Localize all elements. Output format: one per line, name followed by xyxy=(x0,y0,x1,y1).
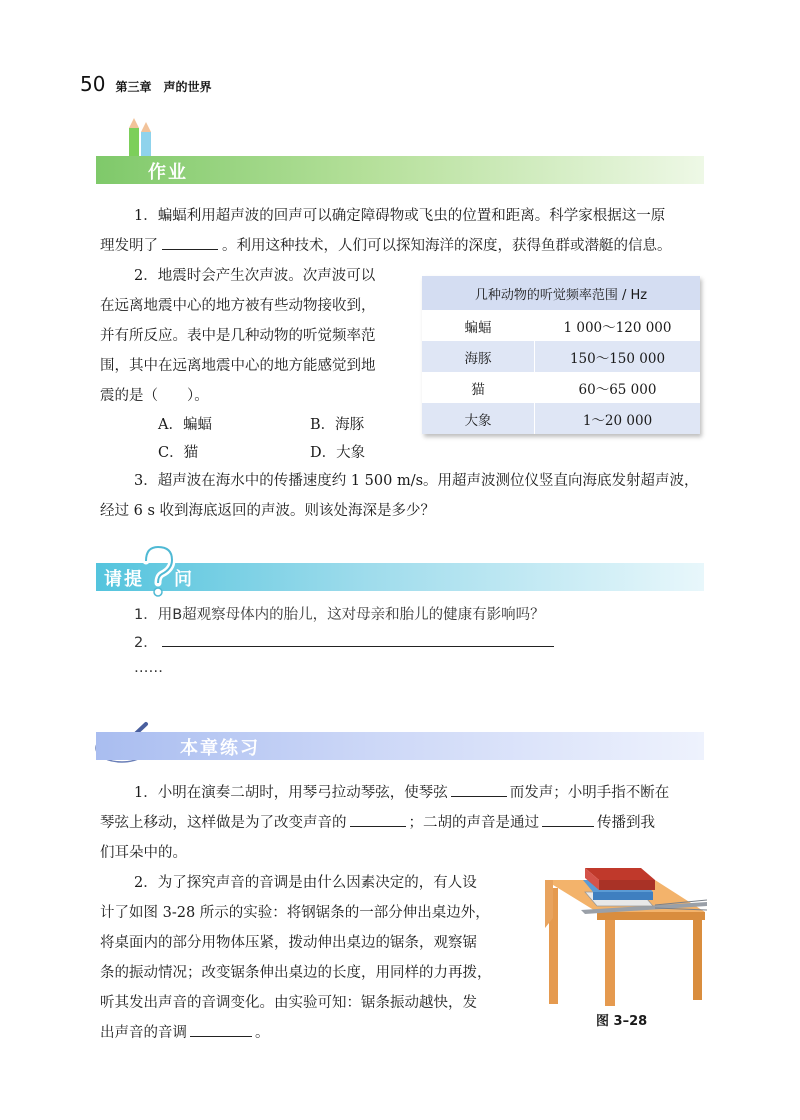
table-title: 几种动物的听觉频率范围 / Hz xyxy=(422,276,700,310)
table-row xyxy=(422,372,700,403)
hw-q1-text-a: 理发明了 xyxy=(100,238,158,254)
saw-blade-experiment-illustration xyxy=(545,858,707,1006)
hw-q1-line1: 1．蝙蝠利用超声波的回声可以确定障碍物或飞虫的位置和距离。科学家根据这一原 xyxy=(134,208,666,224)
ex-q1-line1 xyxy=(134,778,669,808)
table-row xyxy=(422,403,700,434)
table-cell-animal: 大象 xyxy=(422,403,535,434)
ex-q2-line2: 计了如图 3-28 所示的实验：将钢锯条的一部分伸出桌边外， xyxy=(100,905,490,921)
ex-q1-text-d: ；二胡的声音是通过 xyxy=(408,815,539,831)
page-header xyxy=(80,72,211,96)
homework-title: 作业 xyxy=(148,162,188,183)
figure-caption: 图 3–28 xyxy=(596,1014,648,1029)
table-cell-animal: 海豚 xyxy=(422,341,535,372)
table-row xyxy=(422,341,700,372)
chapter-title: 第三章 声的世界 xyxy=(115,80,212,94)
hw-q2-line4: 围，其中在远离地震中心的地方能感觉到地 xyxy=(100,358,376,374)
hw-q3-line1: 3．超声波在海水中的传播速度约 1 500 m/s。用超声波测位仪竖直向海底发射超声波， xyxy=(134,473,699,489)
ask-blank xyxy=(162,632,554,647)
ask-title-a: 请提 xyxy=(104,569,144,590)
hw-q2-line3: 并有所反应。表中是几种动物的听觉频率范 xyxy=(100,328,376,344)
ex-q1-text-e: 传播到我 xyxy=(597,815,655,831)
homework-banner xyxy=(96,156,704,184)
exercise-title: 本章练习 xyxy=(180,738,260,759)
table-row xyxy=(422,310,700,341)
option-d: D．大象 xyxy=(310,445,366,461)
ex-q2-text-end: 。 xyxy=(255,1025,270,1041)
ex-q2-line5: 听其发出声音的音调变化。由实验可知：锯条振动越快，发 xyxy=(100,995,477,1011)
hearing-frequency-table xyxy=(422,276,700,434)
ex-q2-line6 xyxy=(100,1018,270,1048)
hw-q3-line2: 经过 6 s 收到海底返回的声波。则该处海深是多少？ xyxy=(100,503,435,519)
option-c: C．猫 xyxy=(158,445,199,461)
answer-blank xyxy=(350,812,406,827)
ex-q2-line1: 2．为了探究声音的音调是由什么因素决定的，有人设 xyxy=(134,875,477,891)
ex-q2-text-last: 出声音的音调 xyxy=(100,1025,187,1041)
answer-blank xyxy=(190,1022,252,1037)
table-cell-animal: 猫 xyxy=(422,372,535,403)
ask-line1: 1．用B超观察母体内的胎儿，这对母亲和胎儿的健康有影响吗？ xyxy=(134,607,545,623)
page-number: 50 xyxy=(80,72,106,96)
ask-line2-num: 2． xyxy=(134,635,158,651)
table-cell-range: 1～20 000 xyxy=(535,403,701,434)
ex-q1-line3: 们耳朵中的。 xyxy=(100,845,187,861)
ask-banner xyxy=(96,563,704,591)
ex-q2-line3: 将桌面内的部分用物体压紧，拨动伸出桌边的锯条，观察锯 xyxy=(100,935,477,951)
ask-title-b: 问 xyxy=(174,569,194,590)
ex-q1-text-b: 而发声；小明手指不断在 xyxy=(509,785,670,801)
ex-q1-text-c: 琴弦上移动，这样做是为了改变声音的 xyxy=(100,815,347,831)
hw-q2-line1: 2．地震时会产生次声波。次声波可以 xyxy=(134,268,376,284)
table-cell-range: 60～65 000 xyxy=(535,372,701,403)
hw-q1-line2 xyxy=(100,231,672,261)
option-a: A．蝙蝠 xyxy=(158,417,212,433)
answer-blank xyxy=(542,812,594,827)
hw-q1-text-b: 。利用这种技术，人们可以探知海洋的深度，获得鱼群或潜艇的信息。 xyxy=(222,238,672,254)
ask-ellipsis: …… xyxy=(134,660,163,676)
ex-q1-line2 xyxy=(100,808,655,838)
hw-q2-line5: 震的是（ ）。 xyxy=(100,388,209,404)
hw-q2-line2: 在远离地震中心的地方被有些动物接收到， xyxy=(100,298,376,314)
question-mark-icon xyxy=(140,545,176,597)
answer-blank xyxy=(162,235,218,250)
answer-blank xyxy=(451,782,507,797)
table-cell-animal: 蝙蝠 xyxy=(422,310,535,341)
option-b: B．海豚 xyxy=(310,417,365,433)
table-cell-range: 1 000～120 000 xyxy=(535,310,701,341)
exercise-banner xyxy=(96,732,704,760)
ask-line2 xyxy=(134,629,554,657)
ex-q2-line4: 条的振动情况；改变锯条伸出桌边的长度，用同样的力再拨， xyxy=(100,965,492,981)
ex-q1-text-a: 1．小明在演奏二胡时，用琴弓拉动琴弦，使琴弦 xyxy=(134,785,448,801)
table-cell-range: 150～150 000 xyxy=(535,341,701,372)
